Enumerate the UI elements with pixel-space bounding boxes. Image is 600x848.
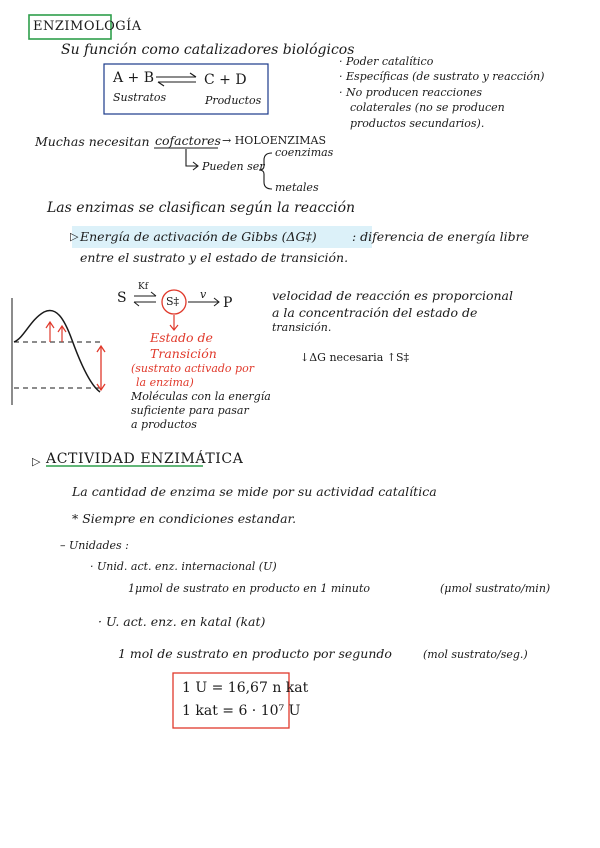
property-3b: colaterales (no se producen (350, 101, 505, 114)
equivalence-2: 1 kat = 6 · 10⁷ U (182, 703, 301, 719)
s-label: S (117, 290, 127, 306)
reaction-right: C + D (204, 72, 247, 88)
substrates-label: Sustratos (113, 91, 167, 104)
gibbs-label: Energía de activación de Gibbs (ΔG‡) (80, 229, 317, 244)
state-title-1: Estado de (150, 330, 213, 345)
activity-heading: ACTIVIDAD ENZIMÁTICA (46, 451, 244, 467)
metales: metales (275, 181, 319, 194)
pueden-ser: Pueden ser (202, 160, 265, 173)
velocity-3: transición. (272, 321, 332, 334)
unit1-def: 1μmol de sustrato en producto en 1 minuto (128, 582, 370, 595)
coenzimas: coenzimas (275, 146, 334, 159)
p-label: P (223, 295, 233, 311)
unit2-def: 1 mol de sustrato en producto por segundo (118, 646, 392, 661)
v-label: v (200, 288, 207, 301)
activity-line2: * Siempre en condiciones estandar. (72, 511, 297, 526)
function-line: Su función como catalizadores biológicos (61, 42, 355, 58)
state-note-2: la enzima) (136, 376, 194, 389)
page-title: ENZIMOLOGÍA (33, 19, 142, 34)
unit1-name: · Unid. act. enz. internacional (U) (90, 560, 277, 573)
bullet: ▷ (70, 230, 79, 243)
property-3c: productos secundarios). (350, 117, 485, 130)
products-label: Productos (205, 94, 262, 107)
gibbs-definition-2: entre el sustrato y el estado de transición. (80, 250, 349, 265)
reaction-left: A + B (113, 70, 155, 86)
activity-line1: La cantidad de enzima se mide por su actividad catalítica (72, 484, 437, 499)
kf-label: Kf (138, 282, 149, 292)
velocity-1: velocidad de reacción es proporcional (272, 288, 513, 303)
equivalence-1: 1 U = 16,67 n kat (182, 680, 309, 696)
unit2-name: · U. act. enz. en katal (kat) (98, 614, 266, 629)
classification-line: Las enzimas se clasifican según la reacción (47, 200, 356, 216)
energy-diagram (12, 298, 105, 405)
property-3: · No producen reacciones (339, 86, 483, 99)
state-note-1: (sustrato activado por (131, 362, 254, 375)
state-title-2: Transición (150, 346, 217, 361)
property-1: · Poder catalítico (339, 55, 434, 68)
unit1-units: (μmol sustrato/min) (440, 582, 551, 595)
unit2-units: (mol sustrato/seg.) (423, 648, 528, 661)
activity-bullet: ▷ (32, 455, 41, 468)
gibbs-definition-1: : diferencia de energía libre (352, 229, 530, 244)
property-2: · Específicas (de sustrato y reacción) (339, 70, 545, 83)
cofactor-word: cofactores (155, 133, 221, 148)
molecules-1: Moléculas con la energía (131, 390, 271, 403)
units-label: – Unidades : (60, 539, 129, 552)
velocity-2: a la concentración del estado de (272, 305, 478, 320)
molecules-3: a productos (131, 418, 197, 431)
molecules-2: suficiente para pasar (131, 404, 249, 417)
cofactor-line: Muchas necesitan (35, 134, 150, 149)
holoenzimas: → HOLOENZIMAS (222, 134, 327, 147)
bent-arrow (186, 149, 198, 166)
sts-label: S‡ (166, 295, 180, 308)
relation: ↓ΔG necesaria ↑S‡ (300, 351, 409, 364)
